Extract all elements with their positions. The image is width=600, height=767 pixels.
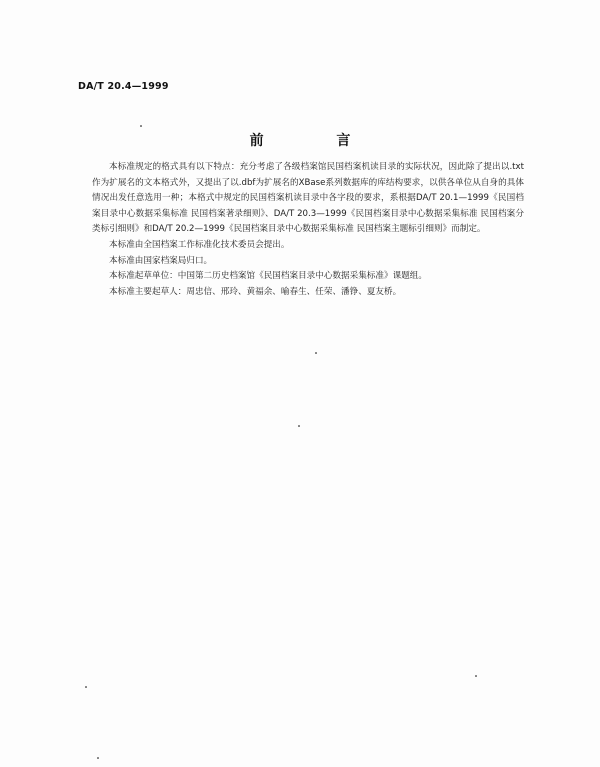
paragraph-proposer: 本标准由全国档案工作标准化技术委员会提出。: [109, 239, 290, 250]
scan-speck: [298, 425, 300, 427]
scan-speck: [85, 686, 87, 688]
paragraph-features: 本标准规定的格式具有以下特点：充分考虑了各级档案馆民国档案机读目录的实际状况，因此除了提出以.txt作为扩展名的文本格式外，又提出了以.dbf为扩展名的XBase系列数据库的库结构要求，以供各单位从自身的具体情况出发任意选用一种；本格式中规定的民国档案机读目录中各字段的要求，系根据DA/T 20.1—1999《民国档案目录中心数据采集标准 民国档案著录细则》、DA/T 20.3—1999《民国档案目录中心数据采集标准 民国档案分类标引细则》和DA/T 20.2—1999《民国档案目录中心数据采集标准 民国档案主题标引细则》而制定。: [92, 162, 524, 235]
paragraph-administrator: 本标准由国家档案局归口。: [109, 255, 213, 266]
page-title: 前 言: [249, 133, 385, 149]
scan-speck: [475, 675, 477, 677]
paragraph-drafting-unit: 本标准起草单位：中国第二历史档案馆《民国档案目录中心数据采集标准》课题组。: [109, 271, 427, 282]
paragraph-drafters: 本标准主要起草人：周忠信、邢玲、黄福余、喻春生、任荣、潘铮、夏友桥。: [109, 286, 402, 297]
scan-speck: [97, 757, 99, 759]
preface-body: [92, 160, 524, 300]
scan-speck: [140, 125, 142, 127]
document-code: DA/T 20.4—1999: [78, 81, 169, 92]
scan-speck: [315, 352, 317, 354]
